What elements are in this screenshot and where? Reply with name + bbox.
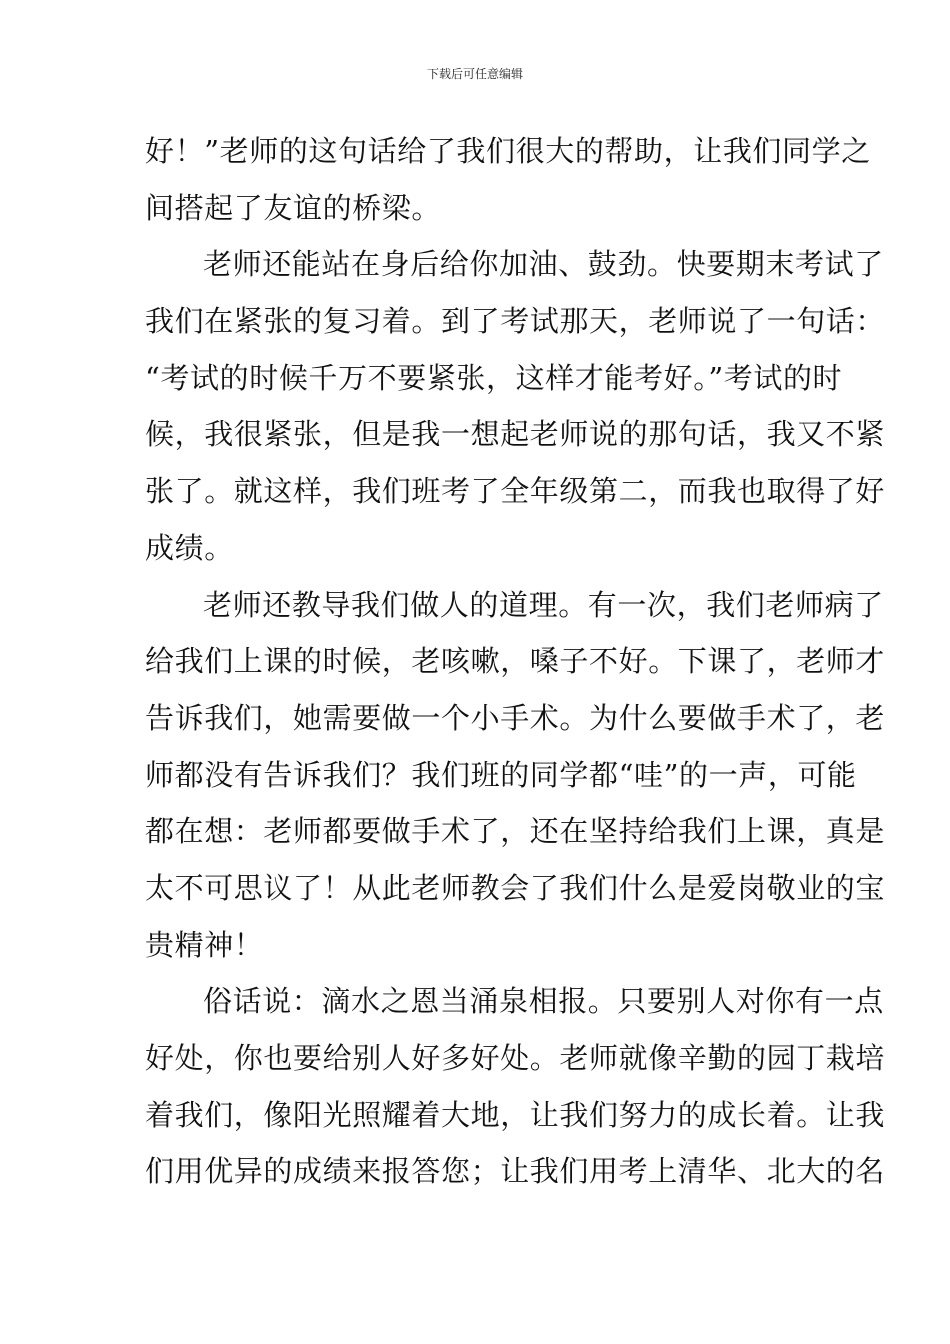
paragraph <box>145 977 886 1204</box>
paragraph <box>145 127 871 240</box>
text-line: “考试的时候千万不要紧张，这样才能考好。”考试的时 <box>145 360 843 395</box>
text-line: 老师还能站在身后给你加油、鼓劲。快要期末考试了 <box>203 247 884 282</box>
text-line: 候，我很紧张，但是我一想起老师说的那句话，我又不紧 <box>145 417 886 452</box>
page-header: 下载后可任意编辑 <box>426 67 523 81</box>
text-line: 着我们，像阳光照耀着大地，让我们努力的成长着。让我 <box>145 1097 886 1132</box>
text-line: 成绩。 <box>145 530 234 565</box>
text-line: 好处，你也要给别人好多好处。老师就像辛勤的园丁栽培 <box>145 1041 886 1075</box>
paragraph <box>145 240 886 580</box>
text-line: 张了。就这样，我们班考了全年级第二，而我也取得了好 <box>145 474 886 509</box>
document-body <box>145 127 886 1204</box>
text-line: 都在想：老师都要做手术了，还在坚持给我们上课，真是 <box>145 814 886 849</box>
text-line: 老师还教导我们做人的道理。有一次，我们老师病了 <box>203 587 884 622</box>
text-line: 俗话说：滴水之恩当涌泉相报。只要别人对你有一点 <box>203 984 884 1019</box>
paragraph <box>145 581 886 978</box>
text-line: 我们在紧张的复习着。到了考试那天，老师说了一句话： <box>145 304 886 339</box>
text-line: 告诉我们，她需要做一个小手术。为什么要做手术了，老 <box>145 700 886 735</box>
text-line: 给我们上课的时候，老咳嗽，嗓子不好。下课了，老师才 <box>145 644 886 679</box>
text-line: 贵精神！ <box>145 927 264 962</box>
text-line: 太不可思议了！从此老师教会了我们什么是爱岗敬业的宝 <box>145 870 886 905</box>
text-line: 好！”老师的这句话给了我们很大的帮助，让我们同学之 <box>145 134 871 168</box>
text-line: 间搭起了友谊的桥梁。 <box>145 190 442 225</box>
text-line: 师都没有告诉我们？我们班的同学都“哇”的一声，可能 <box>145 757 857 792</box>
text-line: 们用优异的成绩来报答您；让我们用考上清华、北大的名 <box>145 1154 886 1189</box>
